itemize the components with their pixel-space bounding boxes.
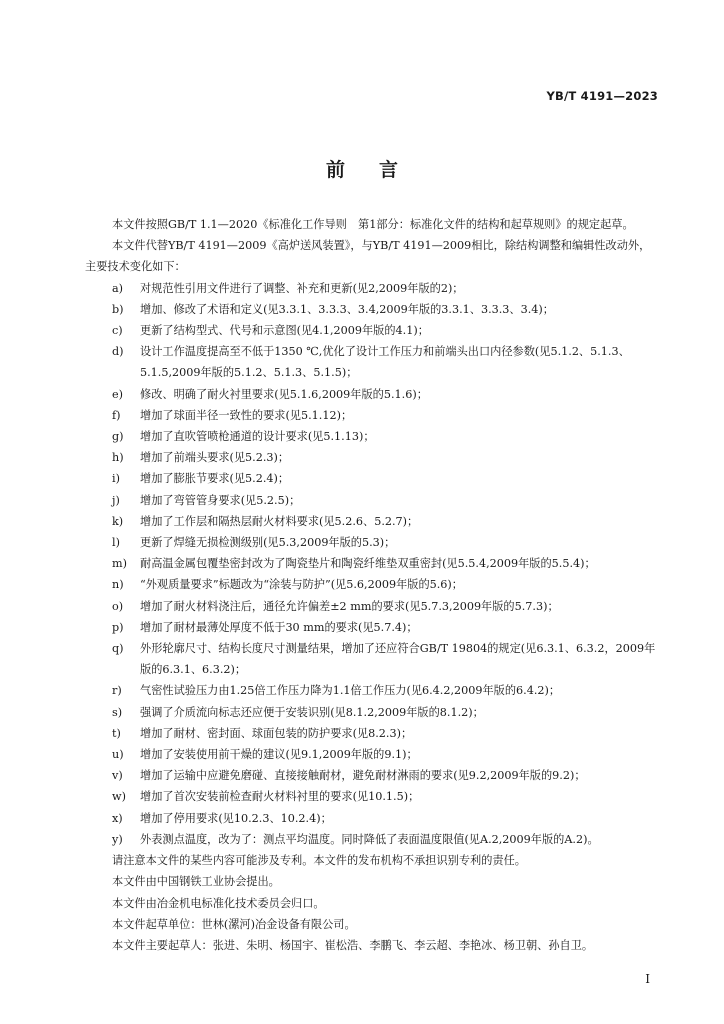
list-item xyxy=(112,744,660,765)
drafting-organization: 本文件起草单位：世林(漯河)冶金设备有限公司。 xyxy=(112,917,356,931)
list-item-text: 增加了耐材最薄处厚度不低于30 mm的要求(见5.7.4)； xyxy=(140,620,418,634)
list-item xyxy=(112,278,660,299)
list-item-label: j) xyxy=(112,493,120,507)
list-item-text: 外表测点温度，改为了：测点平均温度。同时降低了表面温度限值(见A.2,2009年版的A.2)。 xyxy=(140,832,599,846)
list-item xyxy=(112,532,660,553)
document-code: YB/T 4191—2023 xyxy=(546,89,658,103)
page-number: I xyxy=(645,972,650,986)
list-item-label: u) xyxy=(112,748,124,762)
list-item-text: 增加了安装使用前干燥的建议(见9.1,2009年版的9.1)； xyxy=(140,748,418,762)
list-item-text: 增加、修改了术语和定义(见3.3.1、3.3.3、3.4,2009年版的3.3.1、3.3.3、3.4)； xyxy=(140,302,554,316)
list-item xyxy=(112,723,660,744)
list-item-label: k) xyxy=(112,514,124,528)
list-item-text: 增加了耐火材料浇注后，通径允许偏差±2 mm的要求(见5.7.3,2009年版的5.7.3)； xyxy=(140,599,559,613)
list-item-label: q) xyxy=(112,642,124,656)
list-item-text: 修改、明确了耐火衬里要求(见5.1.6,2009年版的5.1.6)； xyxy=(140,387,428,401)
list-item-text: 增加了直吹管喷枪通道的设计要求(见5.1.13)； xyxy=(140,430,375,444)
list-item-text: 对规范性引用文件进行了调整、补充和更新(见2,2009年版的2)； xyxy=(140,281,464,295)
list-item xyxy=(112,384,660,405)
list-item-text: 增加了球面半径一致性的要求(见5.1.12)； xyxy=(140,408,353,422)
list-item-text: 增加了工作层和隔热层耐火材料要求(见5.2.6、5.2.7)； xyxy=(140,514,419,528)
list-item-text: 增加了前端头要求(见5.2.3)； xyxy=(140,451,290,465)
list-item-text: 耐高温金属包覆垫密封改为了陶瓷垫片和陶瓷纤维垫双重密封(见5.5.4,2009年版的5.5.4)； xyxy=(140,557,596,571)
list-item-text: 增加了耐材、密封面、球面包装的防护要求(见8.2.3)； xyxy=(140,726,413,740)
list-item xyxy=(112,702,660,723)
list-item xyxy=(112,765,660,786)
list-item-label: s) xyxy=(112,705,123,719)
list-item xyxy=(112,596,660,617)
list-item-label: i) xyxy=(112,472,120,486)
list-item-label: m) xyxy=(112,557,127,571)
list-item-label: t) xyxy=(112,726,121,740)
list-item-text: 增加了膨胀节要求(见5.2.4)； xyxy=(140,472,290,486)
changes-list xyxy=(112,278,660,850)
list-item xyxy=(112,447,660,468)
list-item-label: b) xyxy=(112,302,124,316)
list-item-label: h) xyxy=(112,451,124,465)
list-item xyxy=(112,299,660,320)
list-item xyxy=(112,680,660,701)
list-item xyxy=(112,468,660,489)
list-item-label: n) xyxy=(112,578,124,592)
list-item-text: 增加了运输中应避免磨碰、直接接触耐材，避免耐材淋雨的要求(见9.2,2009年版的9.2)； xyxy=(140,769,586,783)
list-item-text: 气密性试验压力由1.25倍工作压力降为1.1倍工作压力(见6.4.2,2009年版的6.4.2)； xyxy=(140,684,561,698)
list-item xyxy=(112,553,660,574)
list-item-label: e) xyxy=(112,387,123,401)
list-item-label: o) xyxy=(112,599,124,613)
list-item-label: f) xyxy=(112,408,121,422)
list-item-label: r) xyxy=(112,684,122,698)
list-item-label: l) xyxy=(112,536,120,550)
list-item-label: a) xyxy=(112,281,124,295)
list-item-label: v) xyxy=(112,769,123,783)
list-item xyxy=(112,786,660,807)
list-item-text: 增加了停用要求(见10.2.3、10.2.4)； xyxy=(140,811,332,825)
list-item-label: d) xyxy=(112,345,124,359)
list-item xyxy=(112,405,660,426)
list-item xyxy=(112,426,660,447)
list-item-label: c) xyxy=(112,324,123,338)
list-item-text: 外形轮廓尺寸、结构长度尺寸测量结果，增加了还应符合GB/T 19804的规定(见6.3.1、6.3.2，2009年版的6.3.1、6.3.2)； xyxy=(140,642,656,677)
document-body xyxy=(85,214,660,956)
list-item-text: 设计工作温度提高至不低于1350 ℃,优化了设计工作压力和前端头出口内径参数(见5.1.2、5.1.3、5.1.5,2009年版的5.1.2、5.1.3、5.1.5)； xyxy=(140,345,630,380)
list-item-label: x) xyxy=(112,811,123,825)
list-item xyxy=(112,341,660,383)
committee-statement: 本文件由冶金机电标准化技术委员会归口。 xyxy=(112,896,325,910)
list-item xyxy=(112,511,660,532)
intro-paragraph: 本文件代替YB/T 4191—2009《高炉送风装置》，与YB/T 4191—2009相比，除结构调整和编辑性改动外，主要技术变化如下： xyxy=(85,239,651,274)
list-item-text: “外观质量要求”标题改为“涂装与防护”(见5.6,2009年版的5.6)； xyxy=(140,578,463,592)
list-item-label: p) xyxy=(112,620,124,634)
patent-notice: 请注意本文件的某些内容可能涉及专利。本文件的发布机构不承担识别专利的责任。 xyxy=(112,854,526,868)
list-item-label: g) xyxy=(112,430,124,444)
list-item-label: w) xyxy=(112,790,126,804)
list-item-text: 增加了首次安装前检查耐火材料衬里的要求(见10.1.5)； xyxy=(140,790,420,804)
list-item-text: 强调了介质流向标志还应便于安装识别(见8.1.2,2009年版的8.1.2)； xyxy=(140,705,484,719)
list-item xyxy=(112,808,660,829)
page-title: 前言 xyxy=(325,159,432,181)
proposer-statement: 本文件由中国钢铁工业协会提出。 xyxy=(112,875,280,889)
intro-paragraph: 本文件按照GB/T 1.1—2020《标准化工作导则 第1部分：标准化文件的结构和起草规则》的规定起草。 xyxy=(112,218,634,231)
list-item-text: 更新了结构型式、代号和示意图(见4.1,2009年版的4.1)； xyxy=(140,324,429,338)
list-item-label: y) xyxy=(112,832,123,846)
list-item xyxy=(112,617,660,638)
list-item-text: 增加了弯管管身要求(见5.2.5)； xyxy=(140,493,301,507)
list-item xyxy=(112,574,660,595)
list-item xyxy=(112,829,660,850)
list-item-text: 更新了焊缝无损检测级别(见5.3,2009年版的5.3)； xyxy=(140,536,396,550)
list-item xyxy=(112,638,660,680)
list-item xyxy=(112,320,660,341)
drafters-list: 本文件主要起草人：张进、朱明、杨国宇、崔松浩、李鹏飞、李云超、李艳冰、杨卫朝、孙自卫。 xyxy=(112,938,594,952)
list-item xyxy=(112,490,660,511)
